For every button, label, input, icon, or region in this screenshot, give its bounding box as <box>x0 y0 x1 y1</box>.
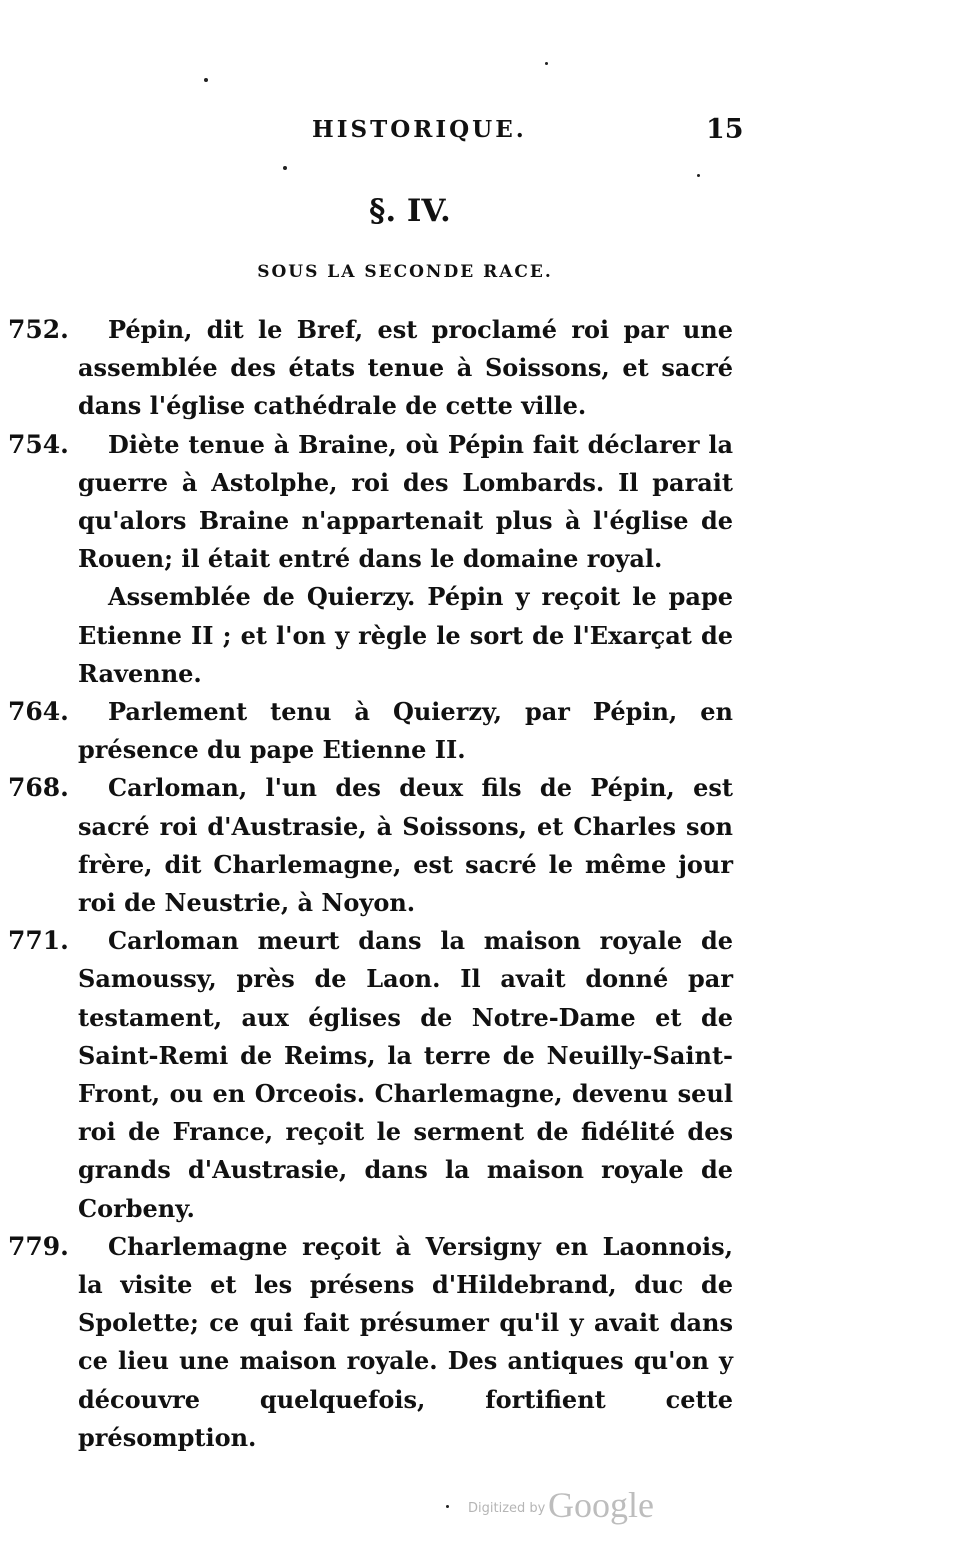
section-title: §. IV. <box>369 193 451 229</box>
page-number: 15 <box>706 114 744 145</box>
entry-year: 764. <box>8 697 69 727</box>
chronology-entry <box>0 769 966 922</box>
watermark-small-text: Digitized by <box>468 1501 546 1516</box>
chronology-entry <box>0 1228 966 1457</box>
entry-paragraph: Carloman, l'un des deux fils de Pépin, est sacré roi d'Austrasie, à Soissons, et Charles son frère, dit Charlemagne, est sacré le même jour roi de Neustrie, à Noyon. <box>78 773 733 918</box>
chronology-entries <box>0 311 966 1457</box>
chronology-entry <box>0 922 966 1228</box>
entry-paragraph: Diète tenue à Braine, où Pépin fait déclarer la guerre à Astolphe, roi des Lombards. Il parait qu'alors Braine n'appartenait plus à l'église de Rouen; il était entré dans le domaine royal. <box>78 429 733 574</box>
chronology-entry <box>0 311 966 426</box>
watermark-logo-text: Google <box>548 1485 654 1525</box>
chronology-entry <box>0 426 966 693</box>
chronology-entry <box>0 693 966 769</box>
entry-paragraph: Charlemagne reçoit à Versigny en Laonnois, la visite et les présens d'Hildebrand, duc de Spolette; ce qui fait présumer qu'il y avait dans ce lieu une maison royale. Des antiques qu'on y découvre quelquefois, fortifient cette présomption. <box>78 1231 733 1452</box>
entry-paragraph: Carloman meurt dans la maison royale de Samoussy, près de Laon. Il avait donné par testament, aux églises de Notre-Dame et de Saint-Remi de Reims, la terre de Neuilly-Saint-Front, ou en Orceois. Charlemagne, devenu seul roi de France, reçoit le serment de fidélité des grands d'Austrasie, dans la maison royale de Corbeny. <box>78 926 733 1223</box>
scan-speck <box>446 1505 449 1508</box>
page-header <box>0 116 966 156</box>
entry-year: 768. <box>8 773 69 803</box>
entry-paragraph: Assemblée de Quierzy. Pépin y reçoit le pape Etienne II ; et l'on y règle le sort de l'Exarçat de Ravenne. <box>78 582 733 688</box>
entry-year: 754. <box>8 429 69 459</box>
running-title: HISTORIQUE. <box>312 116 527 143</box>
entry-year: 752. <box>8 315 69 344</box>
scan-speck <box>283 166 287 170</box>
entry-paragraph: Parlement tenu à Quierzy, par Pépin, en présence du pape Etienne II. <box>78 697 733 765</box>
scan-speck <box>697 174 700 177</box>
scan-speck <box>204 78 208 82</box>
entry-year: 779. <box>8 1231 69 1261</box>
entry-paragraph: Pépin, dit le Bref, est proclamé roi par une assemblée des états tenue à Soissons, et sacré dans l'église cathédrale de cette ville. <box>78 315 733 421</box>
section-subtitle: SOUS LA SECONDE RACE. <box>257 262 553 282</box>
entry-year: 771. <box>8 926 69 956</box>
scan-speck <box>545 62 548 65</box>
